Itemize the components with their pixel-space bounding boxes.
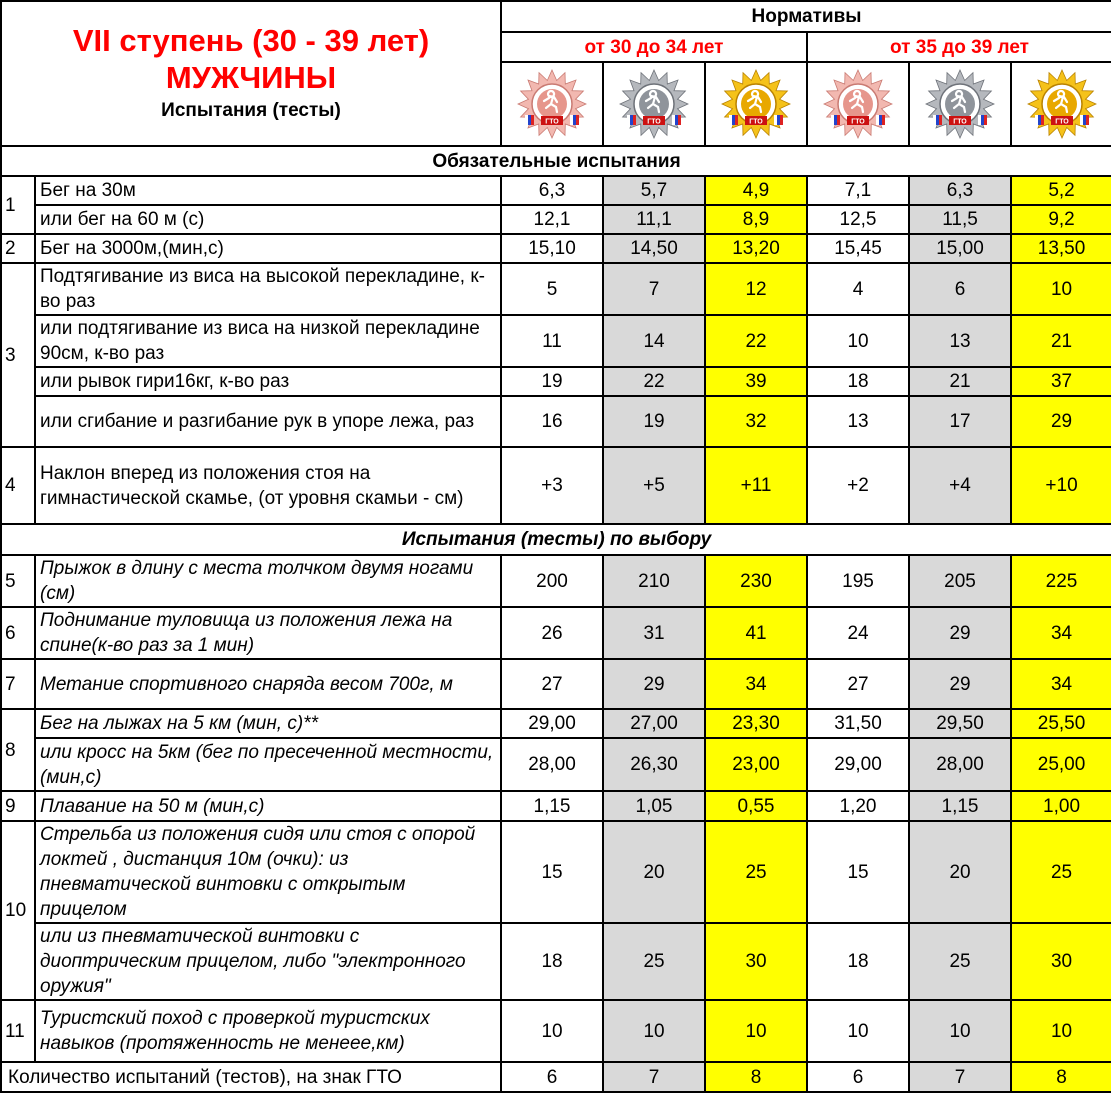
badge-gold-cell bbox=[705, 62, 807, 146]
table-row: 4 Наклон вперед из положения стоя на гимнастической скамье, (от уровня скамьи - см) +3 +5 +11 +2 +4 +10 bbox=[1, 447, 1111, 524]
badge-label: ГТО bbox=[851, 118, 865, 126]
gender-title: МУЖЧИНЫ bbox=[165, 59, 337, 95]
table-row: 5 Прыжок в длину с места толчком двумя ногами (см) 200 210 230 195 205 225 bbox=[1, 555, 1111, 607]
section-optional: Испытания (тесты) по выбору bbox=[1, 524, 1111, 555]
badge-gold-cell bbox=[1011, 62, 1111, 146]
section-mandatory: Обязательные испытания bbox=[1, 146, 1111, 176]
gto-badge-gold-icon bbox=[719, 67, 793, 141]
total-row: Количество испытаний (тестов), на знак ГТО 6 7 8 6 7 8 bbox=[1, 1062, 1111, 1092]
table-row: 11 Туристский поход с проверкой туристских навыков (протяженность не менеее,км) 10 10 10 10 10 10 bbox=[1, 1000, 1111, 1062]
table-row: 6 Поднимание туловища из положения лежа на спине(к-во раз за 1 мин) 26 31 41 24 29 34 bbox=[1, 607, 1111, 659]
tests-title: Испытания (тесты) bbox=[161, 99, 341, 121]
table-row: 8 Бег на лыжах на 5 км (мин, с)** 29,00 27,00 23,30 31,50 29,50 25,50 bbox=[1, 709, 1111, 738]
table-row: 7 Метание спортивного снаряда весом 700г, м 27 29 34 27 29 34 bbox=[1, 659, 1111, 709]
badge-label: ГТО bbox=[953, 118, 967, 126]
age-group-30-34: от 30 до 34 лет bbox=[501, 32, 807, 62]
table-row: или сгибание и разгибание рук в упоре лежа, раз 16 19 32 13 17 29 bbox=[1, 396, 1111, 447]
badge-silver-cell bbox=[909, 62, 1011, 146]
table-row: или рывок гири16кг, к-во раз 19 22 39 18 21 37 bbox=[1, 367, 1111, 396]
table-row: или бег на 60 м (с) 12,1 11,1 8,9 12,5 11,5 9,2 bbox=[1, 205, 1111, 234]
table-row: или подтягивание из виса на низкой перекладине 90см, к-во раз 11 14 22 10 13 21 bbox=[1, 315, 1111, 367]
badge-label: ГТО bbox=[647, 118, 661, 126]
table-row: 3 Подтягивание из виса на высокой перекладине, к-во раз 5 7 12 4 6 10 bbox=[1, 263, 1111, 315]
table-row: или из пневматической винтовки с диоптрическим прицелом, либо "электронного оружия" 18 25 30 18 25 30 bbox=[1, 923, 1111, 1000]
total-label: Количество испытаний (тестов), на знак ГТО bbox=[1, 1062, 501, 1092]
badge-bronze-cell bbox=[807, 62, 909, 146]
table-row: 1 Бег на 30м 6,3 5,7 4,9 7,1 6,3 5,2 bbox=[1, 176, 1111, 205]
badge-label: ГТО bbox=[1054, 118, 1069, 126]
title-block bbox=[1, 1, 501, 146]
stage-title: VII ступень (30 - 39 лет) bbox=[72, 22, 430, 58]
gto-badge-bronze-icon bbox=[515, 67, 589, 141]
age-group-35-39: от 35 до 39 лет bbox=[807, 32, 1111, 62]
gto-badge-silver-icon bbox=[923, 67, 997, 141]
table-row: 2 Бег на 3000м,(мин,с) 15,10 14,50 13,20 15,45 15,00 13,50 bbox=[1, 234, 1111, 263]
gto-badge-silver-icon bbox=[617, 67, 691, 141]
gto-badge-gold-icon bbox=[1025, 67, 1099, 141]
gto-badge-bronze-icon bbox=[821, 67, 895, 141]
table-row: 10 Стрельба из положения сидя или стоя с опорой локтей , дистанция 10м (очки): из пневматической винтовки с открытым прицелом 15 20 25 15 20 25 bbox=[1, 821, 1111, 923]
badge-silver-cell bbox=[603, 62, 705, 146]
norms-header: Нормативы bbox=[501, 1, 1111, 32]
badge-label: ГТО bbox=[545, 118, 559, 126]
table-row: 9 Плавание на 50 м (мин,с) 1,15 1,05 0,55 1,20 1,15 1,00 bbox=[1, 791, 1111, 821]
badge-bronze-cell bbox=[501, 62, 603, 146]
badge-label: ГТО bbox=[749, 118, 763, 126]
table-row: или кросс на 5км (бег по пресеченной местности, (мин,с) 28,00 26,30 23,00 29,00 28,00 25,00 bbox=[1, 738, 1111, 791]
